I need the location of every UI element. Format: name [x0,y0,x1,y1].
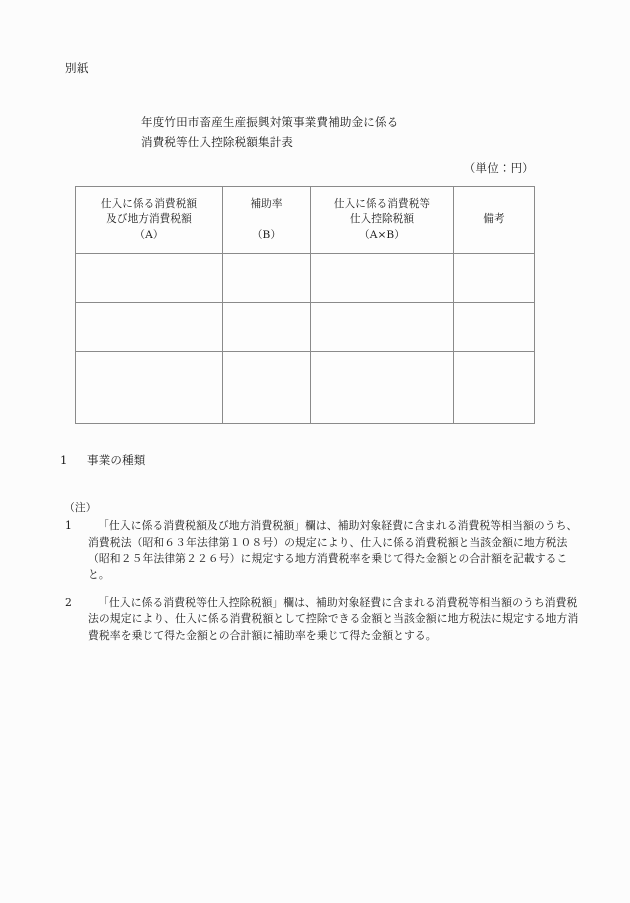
column-header-line [223,212,310,227]
cell-deductible-tax-amount[interactable] [311,352,454,424]
section-business-type [60,452,146,468]
cell-deductible-tax-amount[interactable] [311,303,454,352]
column-header-line: 備考 [483,213,505,226]
page-title-line-2: 消費税等仕入控除税額集計表 [141,134,294,149]
page-title-line-1: 年度竹田市畜産生産振興対策事業費補助金に係る [141,115,399,129]
cell-remarks[interactable] [454,254,535,303]
table-row [76,254,535,303]
column-header-line: 補助率 [250,198,283,211]
column-header-symbol-b: （B） [251,228,282,241]
column-header-symbol-axb: （A×B） [359,228,405,241]
note-item [61,518,581,584]
column-header-subsidy-rate [223,187,311,254]
note-text: 「仕入に係る消費税等仕入控除税額」欄は、補助対象経費に含まれる消費税等相当額のうち消費税法の規定により、仕入に係る消費税額として控除できる金額と当該金額に地方税法に規定する地方消費税率を乗じて得た金額との合計額に補助率を乗じて得た金額とする。 [88,595,579,642]
cell-deductible-tax-amount[interactable] [311,254,454,303]
column-header-symbol-a: （A） [134,228,164,241]
column-header-line: 仕入に係る消費税等 [333,198,431,211]
note-text: 「仕入に係る消費税額及び地方消費税額」欄は、補助対象経費に含まれる消費税等相当額のうち、消費税法（昭和６３年法律第１０８号）の規定により、仕入に係る消費税額と当該金額に地方税法（昭和２５年法律第２２６号）に規定する地方消費税率を乗じて得た金額との合計額を記載すること。 [88,519,578,582]
table-row [76,352,535,424]
page-title [141,113,398,153]
column-header-line: 仕入控除税額 [349,213,415,226]
column-header-deductible-tax-amount [311,187,454,254]
cell-remarks[interactable] [454,303,535,352]
note-item [61,595,581,644]
cell-subsidy-rate[interactable] [223,352,311,424]
tax-summary-table [75,186,535,424]
unit-note: （単位：円） [463,161,534,175]
column-header-line: 仕入に係る消費税額 [100,198,198,211]
attachment-label: 別紙 [65,61,89,75]
cell-consumption-tax-amount[interactable] [76,303,223,352]
column-header-consumption-tax-amount [76,187,223,254]
cell-subsidy-rate[interactable] [223,254,311,303]
section-number: 1 [60,453,68,467]
cell-consumption-tax-amount[interactable] [76,352,223,424]
cell-remarks[interactable] [454,352,535,424]
table-row [76,303,535,352]
cell-consumption-tax-amount[interactable] [76,254,223,303]
notes-block [61,500,581,644]
section-label: 事業の種類 [87,453,146,467]
column-header-line: 及び地方消費税額 [106,213,192,226]
notes-caption: （注） [64,501,97,514]
note-number: 1 [65,519,72,533]
cell-subsidy-rate[interactable] [223,303,311,352]
column-header-remarks [454,187,535,254]
note-number: 2 [65,595,72,609]
table-header-row [76,187,535,254]
